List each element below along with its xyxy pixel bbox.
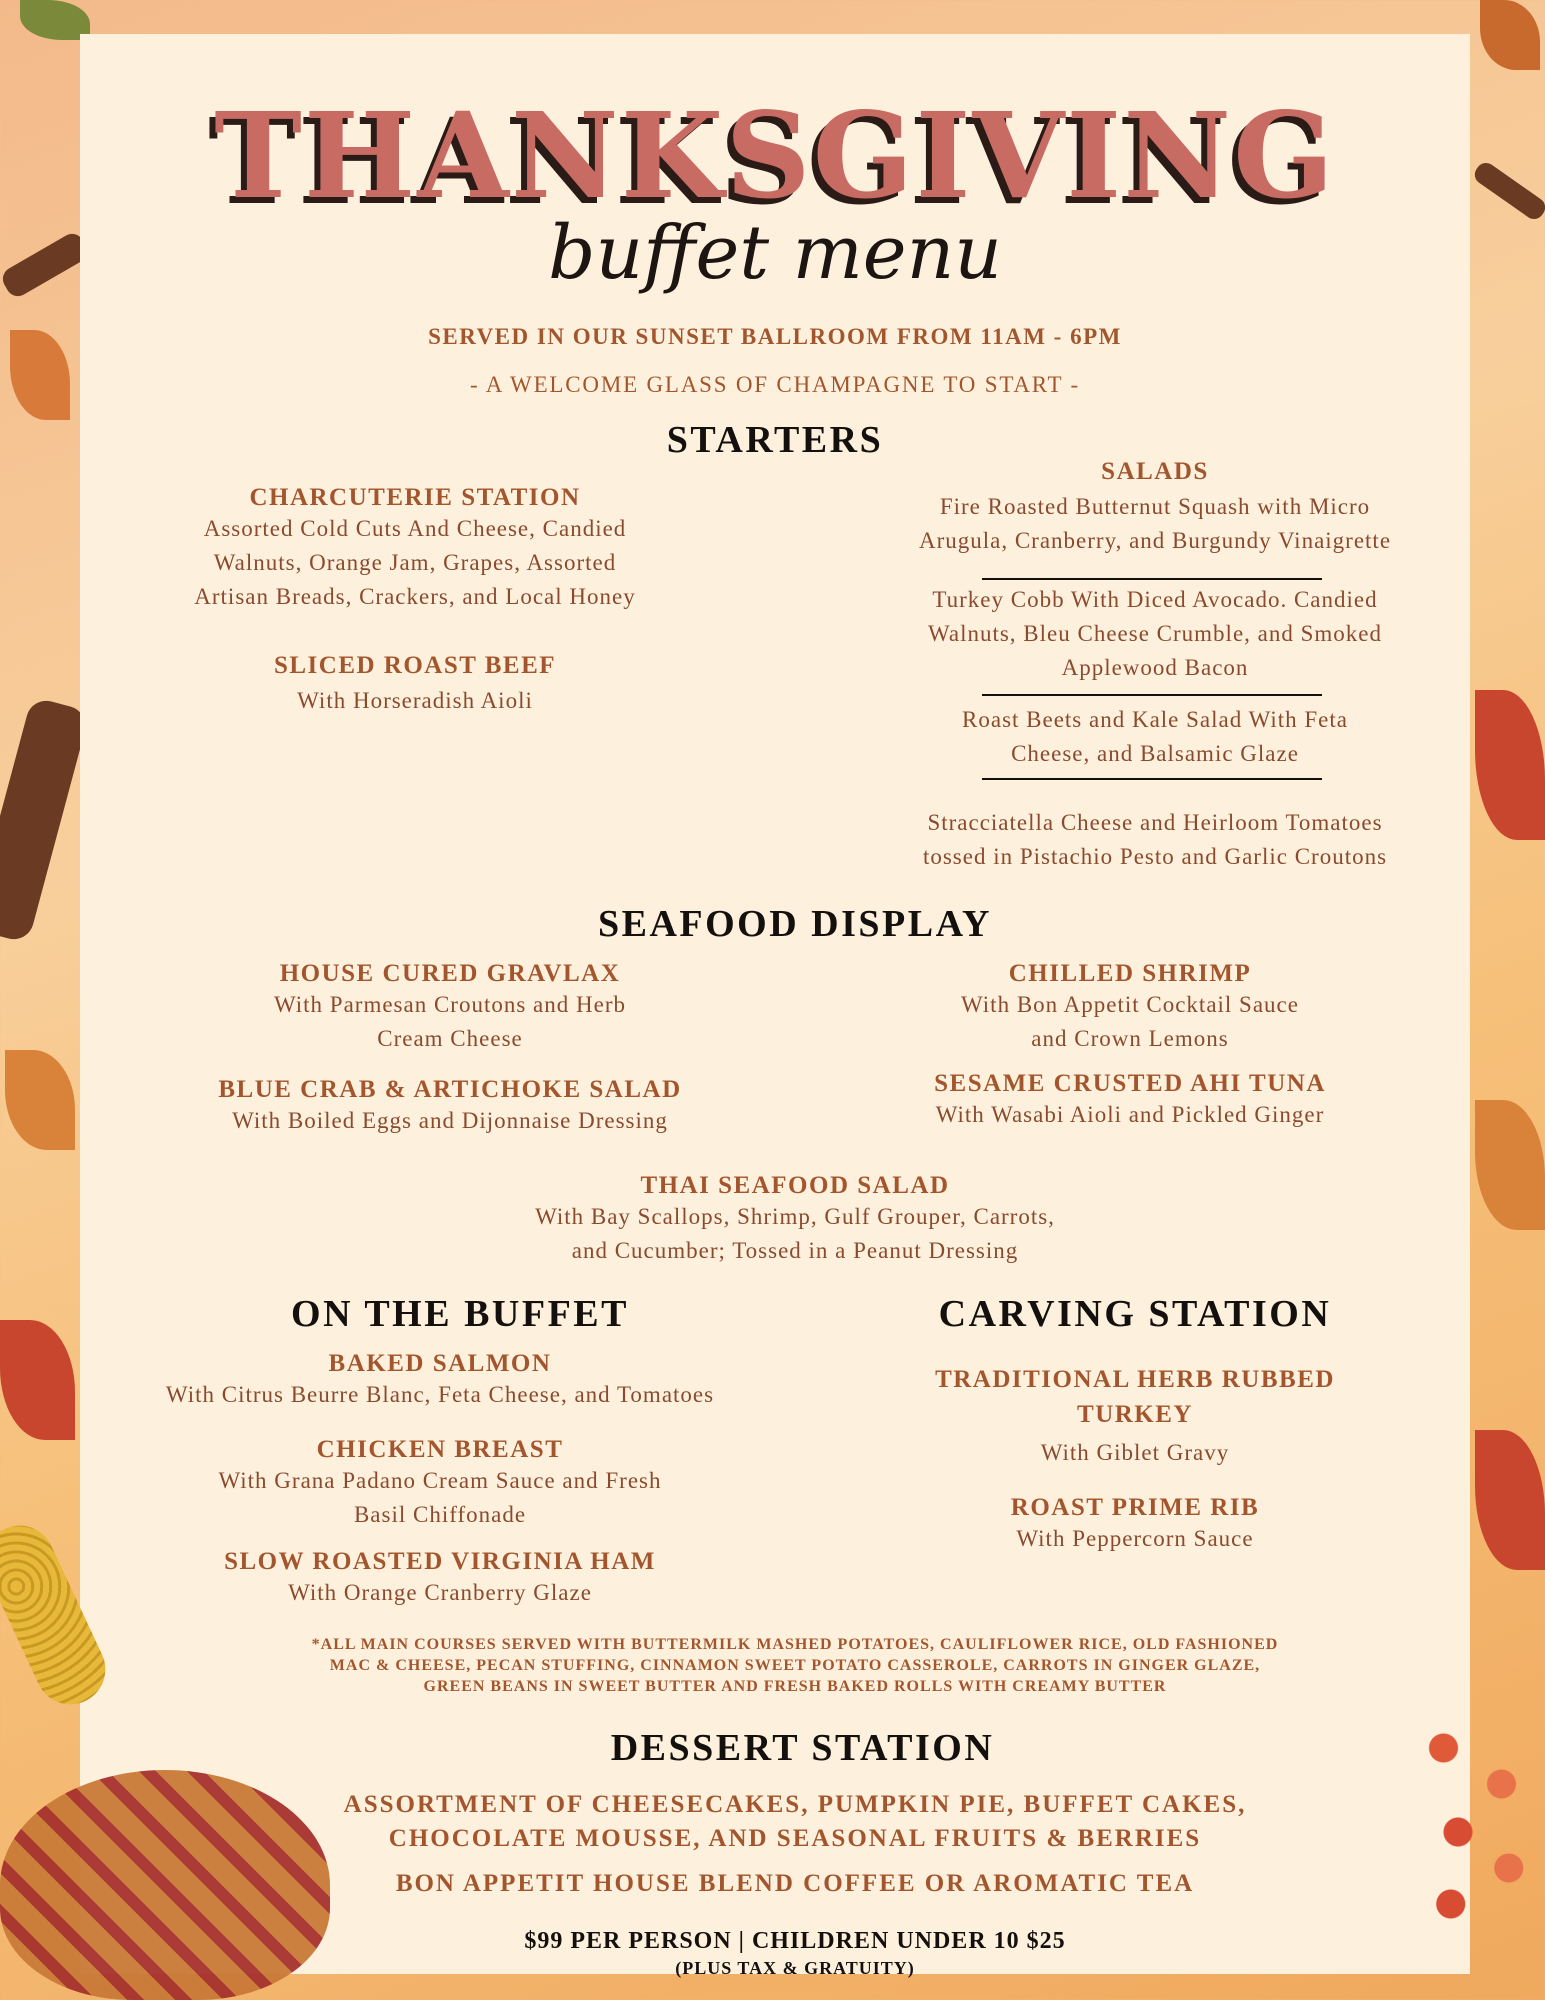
salad-desc-line: Roast Beets and Kale Salad With Feta — [962, 707, 1348, 732]
leaf-right-red — [1475, 690, 1545, 840]
salad-desc-line: Turkey Cobb With Diced Avocado. Candied — [932, 587, 1378, 612]
prime-rib-name: ROAST PRIME RIB — [1010, 1494, 1260, 1521]
tuna-desc: With Wasabi Aioli and Pickled Ginger — [935, 1102, 1325, 1127]
tax-note: (PLUS TAX & GRATUITY) — [675, 1958, 915, 1978]
menu-subtitle: buffet menu — [548, 210, 1002, 296]
prime-rib — [850, 1494, 1420, 1556]
served-line: SERVED IN OUR SUNSET BALLROOM FROM 11AM - 6PM — [428, 324, 1122, 349]
thai-name: THAI SEAFOOD SALAD — [640, 1172, 950, 1199]
salads-name: SALADS — [1101, 458, 1209, 485]
salad-desc-line: Walnuts, Bleu Cheese Crumble, and Smoked — [928, 621, 1382, 646]
shrimp-name: CHILLED SHRIMP — [1008, 960, 1252, 987]
coffee-tea: BON APPETIT HOUSE BLEND COFFEE OR AROMATIC TEA — [395, 1870, 1195, 1897]
salad-item — [860, 583, 1450, 685]
charcuterie-desc-line: Artisan Breads, Crackers, and Local Honey — [194, 584, 636, 609]
gravlax — [170, 960, 730, 1056]
baked-salmon — [90, 1350, 790, 1412]
dessert-line: ASSORTMENT OF CHEESECAKES, PUMPKIN PIE, BUFFET CAKES, — [343, 1791, 1247, 1818]
thai-desc-line: With Bay Scallops, Shrimp, Gulf Grouper, Carrots, — [535, 1204, 1055, 1229]
salad-desc-line: Stracciatella Cheese and Heirloom Tomatoes — [927, 810, 1383, 835]
salad-item — [860, 703, 1450, 771]
buffet-heading: ON THE BUFFET — [291, 1293, 629, 1335]
salmon-name: BAKED SALMON — [328, 1350, 552, 1377]
salad-desc-line: Fire Roasted Butternut Squash with Micro — [939, 494, 1371, 519]
starters-heading: STARTERS — [666, 419, 884, 461]
charcuterie-desc-line: Walnuts, Orange Jam, Grapes, Assorted — [213, 550, 617, 575]
chicken-desc-line: Basil Chiffonade — [353, 1502, 527, 1527]
salad-desc-line: Cheese, and Balsamic Glaze — [1011, 741, 1299, 766]
background-branch-right — [1471, 159, 1545, 223]
salad-desc-line: Applewood Bacon — [1061, 655, 1249, 680]
crab-name: BLUE CRAB & ARTICHOKE SALAD — [218, 1076, 682, 1103]
roast-beef — [110, 652, 720, 718]
salad-divider — [982, 578, 1322, 580]
turkey-name-line: TURKEY — [1077, 1401, 1193, 1428]
thai-seafood-salad — [80, 1172, 1510, 1268]
gravlax-name: HOUSE CURED GRAVLAX — [279, 960, 621, 987]
leaf-right-lower — [1475, 1430, 1545, 1570]
sides-note-line: *ALL MAIN COURSES SERVED WITH BUTTERMILK MASHED POTATOES, CAULIFLOWER RICE, OLD FASHIONED — [311, 1636, 1279, 1653]
salmon-desc: With Citrus Beurre Blanc, Feta Cheese, and Tomatoes — [165, 1382, 715, 1407]
salad-divider — [982, 694, 1322, 696]
leaf-top-right — [1480, 0, 1540, 70]
turkey-name-line: TRADITIONAL HERB RUBBED — [935, 1366, 1335, 1393]
dessert-line: CHOCOLATE MOUSSE, AND SEASONAL FRUITS & BERRIES — [388, 1825, 1202, 1852]
berries-illustration — [1400, 1700, 1545, 1940]
salad-item — [860, 490, 1450, 558]
shrimp-desc-line: and Crown Lemons — [1031, 1026, 1229, 1051]
herb-rubbed-turkey — [850, 1362, 1420, 1470]
chicken-name: CHICKEN BREAST — [316, 1436, 564, 1463]
thai-desc-line: and Cucumber; Tossed in a Peanut Dressing — [571, 1238, 1019, 1263]
roast-beef-desc: With Horseradish Aioli — [297, 688, 533, 713]
charcuterie-desc-line: Assorted Cold Cuts And Cheese, Candied — [203, 516, 627, 541]
dessert-heading: DESSERT STATION — [610, 1727, 995, 1769]
menu-card — [80, 34, 1470, 1978]
background-branch-left — [0, 230, 91, 301]
leaf-left-middle — [5, 1050, 75, 1150]
blue-crab-salad — [170, 1076, 730, 1138]
turkey-desc: With Giblet Gravy — [1040, 1440, 1230, 1465]
background-branch-left-lower — [0, 696, 90, 943]
crab-desc: With Boiled Eggs and Dijonnaise Dressing — [232, 1108, 668, 1133]
salads — [860, 458, 1450, 558]
salad-item — [860, 806, 1450, 874]
ham-desc: With Orange Cranberry Glaze — [288, 1580, 592, 1605]
salad-desc-line: Arugula, Cranberry, and Burgundy Vinaigrette — [918, 528, 1392, 553]
chilled-shrimp — [850, 960, 1410, 1056]
chicken-breast — [90, 1436, 790, 1532]
seafood-heading: SEAFOOD DISPLAY — [597, 903, 992, 945]
ham-name: SLOW ROASTED VIRGINIA HAM — [224, 1548, 656, 1575]
pie-illustration — [0, 1770, 330, 2000]
gravlax-desc-line: With Parmesan Croutons and Herb — [273, 992, 626, 1017]
chicken-desc-line: With Grana Padano Cream Sauce and Fresh — [218, 1468, 662, 1493]
ahi-tuna — [850, 1070, 1410, 1132]
gravlax-desc-line: Cream Cheese — [377, 1026, 523, 1051]
sides-note-line: GREEN BEANS IN SWEET BUTTER AND FRESH BAKED ROLLS WITH CREAMY BUTTER — [423, 1678, 1167, 1695]
tuna-name: SESAME CRUSTED AHI TUNA — [934, 1070, 1326, 1097]
salad-divider — [982, 778, 1322, 780]
salad-desc-line: tossed in Pistachio Pesto and Garlic Croutons — [922, 844, 1388, 869]
price: $99 PER PERSON | CHILDREN UNDER 10 $25 — [524, 1928, 1066, 1954]
welcome-line: - A WELCOME GLASS OF CHAMPAGNE TO START - — [470, 372, 1080, 397]
virginia-ham — [90, 1548, 790, 1610]
charcuterie-name: CHARCUTERIE STATION — [249, 484, 581, 511]
shrimp-desc-line: With Bon Appetit Cocktail Sauce — [961, 992, 1299, 1017]
prime-rib-desc: With Peppercorn Sauce — [1016, 1526, 1254, 1551]
leaf-left-upper — [10, 330, 70, 420]
menu-title: THANKSGIVING — [214, 86, 1336, 225]
leaf-left-red — [0, 1320, 75, 1440]
sides-note — [140, 1634, 1450, 1697]
roast-beef-name: SLICED ROAST BEEF — [273, 652, 557, 679]
charcuterie-station — [110, 484, 720, 614]
dessert-items — [140, 1788, 1450, 1856]
sides-note-line: MAC & CHEESE, PECAN STUFFING, CINNAMON SWEET POTATO CASSEROLE, CARROTS IN GINGER GLAZE, — [329, 1657, 1261, 1674]
carving-heading: CARVING STATION — [938, 1293, 1332, 1335]
